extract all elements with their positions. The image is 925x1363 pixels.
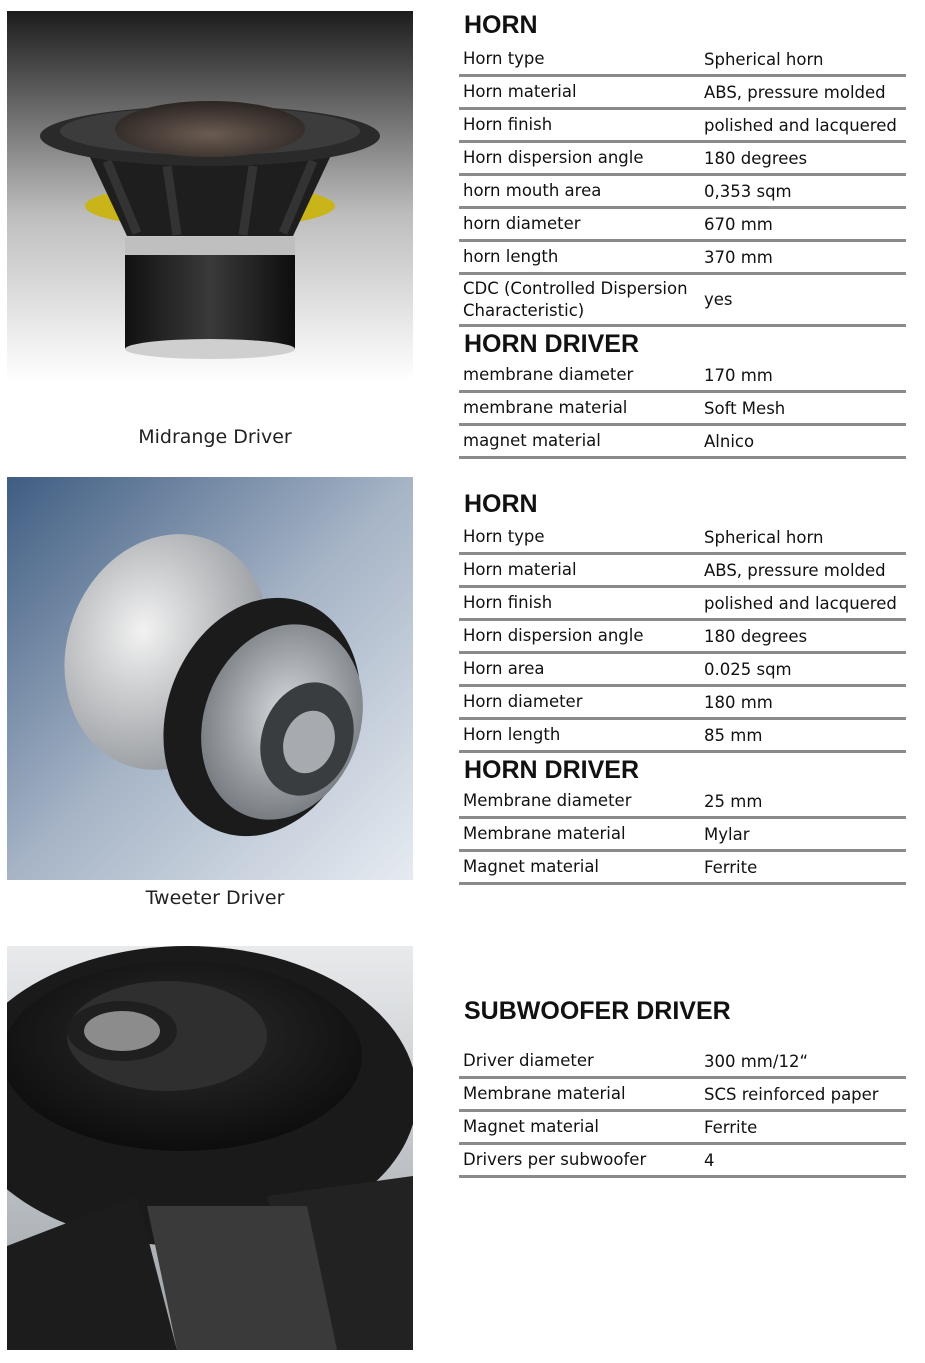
tweeter-caption: Tweeter Driver — [145, 887, 285, 909]
spec-row: Horn length 85 mm — [459, 720, 906, 753]
subwoofer-specs — [459, 996, 906, 1178]
spec-row: Membrane material Mylar — [459, 819, 906, 852]
subwoofer-driver-photo — [7, 946, 413, 1350]
spec-row: Magnet material Ferrite — [459, 1112, 906, 1145]
spec-row: membrane diameter 170 mm — [459, 360, 906, 393]
spec-row: Horn material ABS, pressure molded — [459, 77, 906, 110]
spec-row: magnet material Alnico — [459, 426, 906, 459]
spec-row: Magnet material Ferrite — [459, 852, 906, 885]
spec-row: membrane material Soft Mesh — [459, 393, 906, 426]
spec-row: horn diameter 670 mm — [459, 209, 906, 242]
spec-row: Driver diameter 300 mm/12“ — [459, 1046, 906, 1079]
spec-row: Horn type Spherical horn — [459, 522, 906, 555]
spec-row: Drivers per subwoofer 4 — [459, 1145, 906, 1178]
spec-row: Membrane diameter 25 mm — [459, 786, 906, 819]
spec-row: Membrane material SCS reinforced paper — [459, 1079, 906, 1112]
spec-row: Horn type Spherical horn — [459, 44, 906, 77]
section-heading: HORN DRIVER — [464, 330, 640, 358]
midrange-specs — [459, 10, 906, 459]
spec-row: horn mouth area 0,353 sqm — [459, 176, 906, 209]
spec-row: Horn diameter 180 mm — [459, 687, 906, 720]
spec-row: Horn finish polished and lacquered — [459, 110, 906, 143]
section-heading: HORN — [464, 11, 538, 39]
section-heading: SUBWOOFER DRIVER — [464, 997, 731, 1025]
spec-row: Horn material ABS, pressure molded — [459, 555, 906, 588]
spec-row: Horn dispersion angle 180 degrees — [459, 621, 906, 654]
section-heading: HORN DRIVER — [464, 756, 640, 784]
spec-row: Horn finish polished and lacquered — [459, 588, 906, 621]
section-heading: HORN — [464, 490, 538, 518]
tweeter-specs — [459, 489, 906, 885]
spec-row: horn length 370 mm — [459, 242, 906, 275]
tweeter-driver-photo — [7, 477, 413, 880]
spec-row: CDC (Controlled Dispersion Characteristic) yes — [459, 275, 906, 327]
midrange-caption: Midrange Driver — [138, 426, 292, 448]
spec-row: Horn area 0.025 sqm — [459, 654, 906, 687]
midrange-driver-photo — [7, 11, 413, 381]
spec-row: Horn dispersion angle 180 degrees — [459, 143, 906, 176]
